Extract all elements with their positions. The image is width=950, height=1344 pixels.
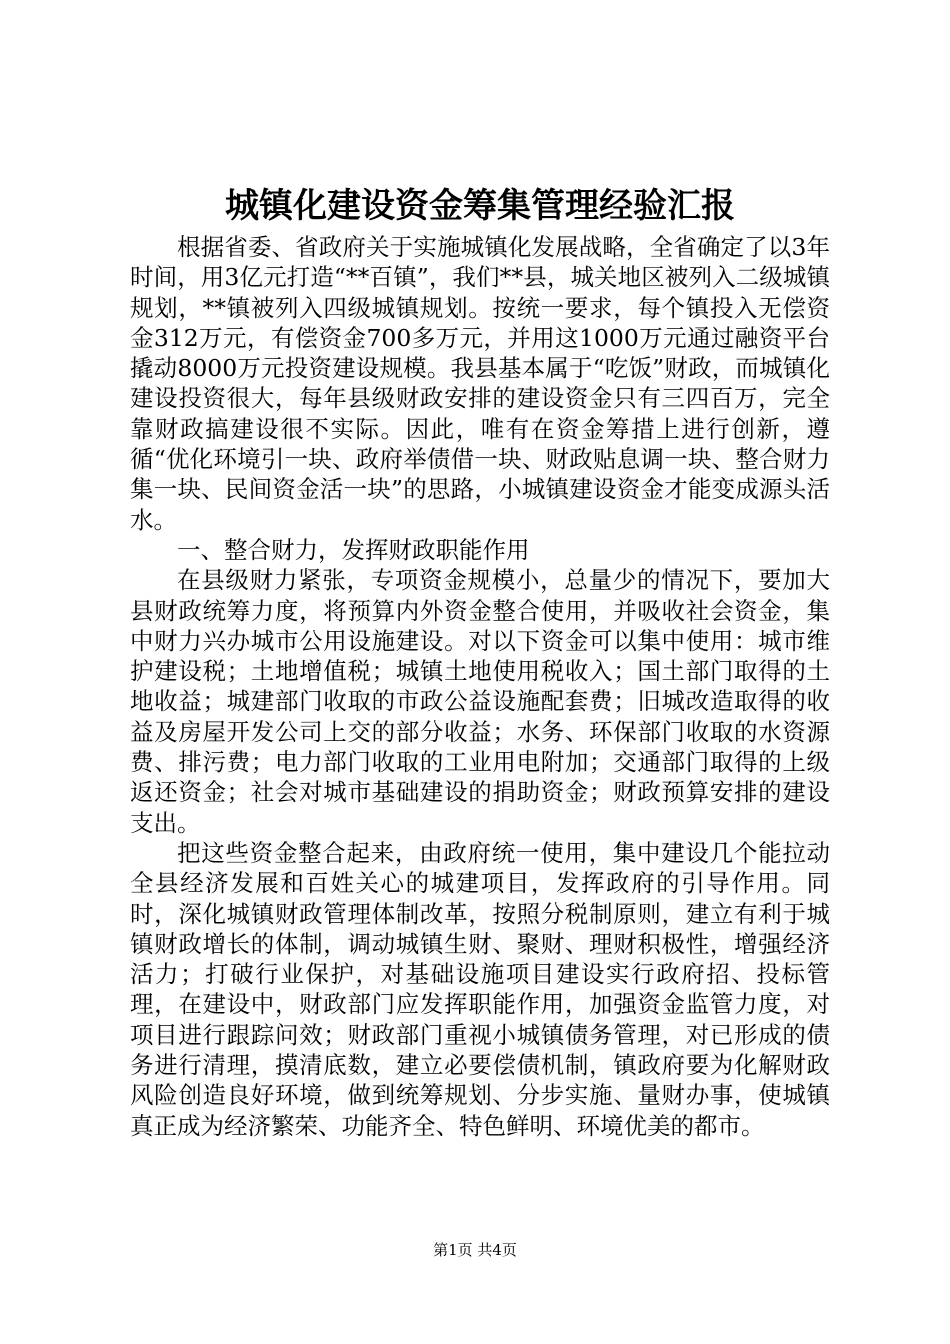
paragraph-intro: 根据省委、省政府关于实施城镇化发展战略，全省确定了以3年时间，用3亿元打造“**百镇”，我们**县，城关地区被列入二级城镇规划，**镇被列入四级城镇规划。按统一要求，每个镇投入无偿资金312万元，有偿资金700多万元，并用这1000万元通过融资平台撬动8000万元投资建设规模。我县基本属于“吃饭”财政，而城镇化建设投资很大，每年县级财政安排的建设资金只有三四百万，完全靠财政搞建设很不实际。因此，唯有在资金筹措上进行创新，遵循“优化环境引一块、政府举债借一块、财政贴息调一块、整合财力集一块、民间资金活一块”的思路，小城镇建设资金才能变成源头活水。 xyxy=(130,233,830,534)
paragraph-funds-list: 在县级财力紧张，专项资金规模小，总量少的情况下，要加大县财政统筹力度，将预算内外资金整合使用，并吸收社会资金，集中财力兴办城市公用设施建设。对以下资金可以集中使用：城市维护建设税；土地增值税；城镇土地使用税收入；国土部门取得的土地收益；城建部门收取的市政公益设施配套费；旧城改造取得的收益及房屋开发公司上交的部分收益；水务、环保部门收取的水资源费、排污费；电力部门收取的工业用电附加；交通部门取得的上级返还资金；社会对城市基础建设的捐助资金；财政预算安排的建设支出。 xyxy=(130,566,830,837)
document-title: 城镇化建设资金筹集管理经验汇报 xyxy=(225,186,735,226)
paragraph-integration: 把这些资金整合起来，由政府统一使用，集中建设几个能拉动全县经济发展和百姓关心的城建项目，发挥政府的引导作用。同时，深化城镇财政管理体制改革，按照分税制原则，建立有利于城镇财政增长的体制，调动城镇生财、聚财、理财积极性，增强经济活力；打破行业保护，对基础设施项目建设实行政府招、投标管理，在建设中，财政部门应发挥职能作用，加强资金监管力度，对项目进行跟踪问效；财政部门重视小城镇债务管理，对已形成的债务进行清理，摸清底数，建立必要偿债机制，镇政府要为化解财政风险创造良好环境，做到统筹规划、分步实施、量财办事，使城镇真正成为经济繁荣、功能齐全、特色鲜明、环境优美的都市。 xyxy=(130,838,830,1140)
page-number-footer: 第1页 共4页 xyxy=(433,1241,517,1259)
section-heading: 一、整合财力，发挥财政职能作用 xyxy=(177,535,530,564)
document-page xyxy=(130,180,830,1141)
